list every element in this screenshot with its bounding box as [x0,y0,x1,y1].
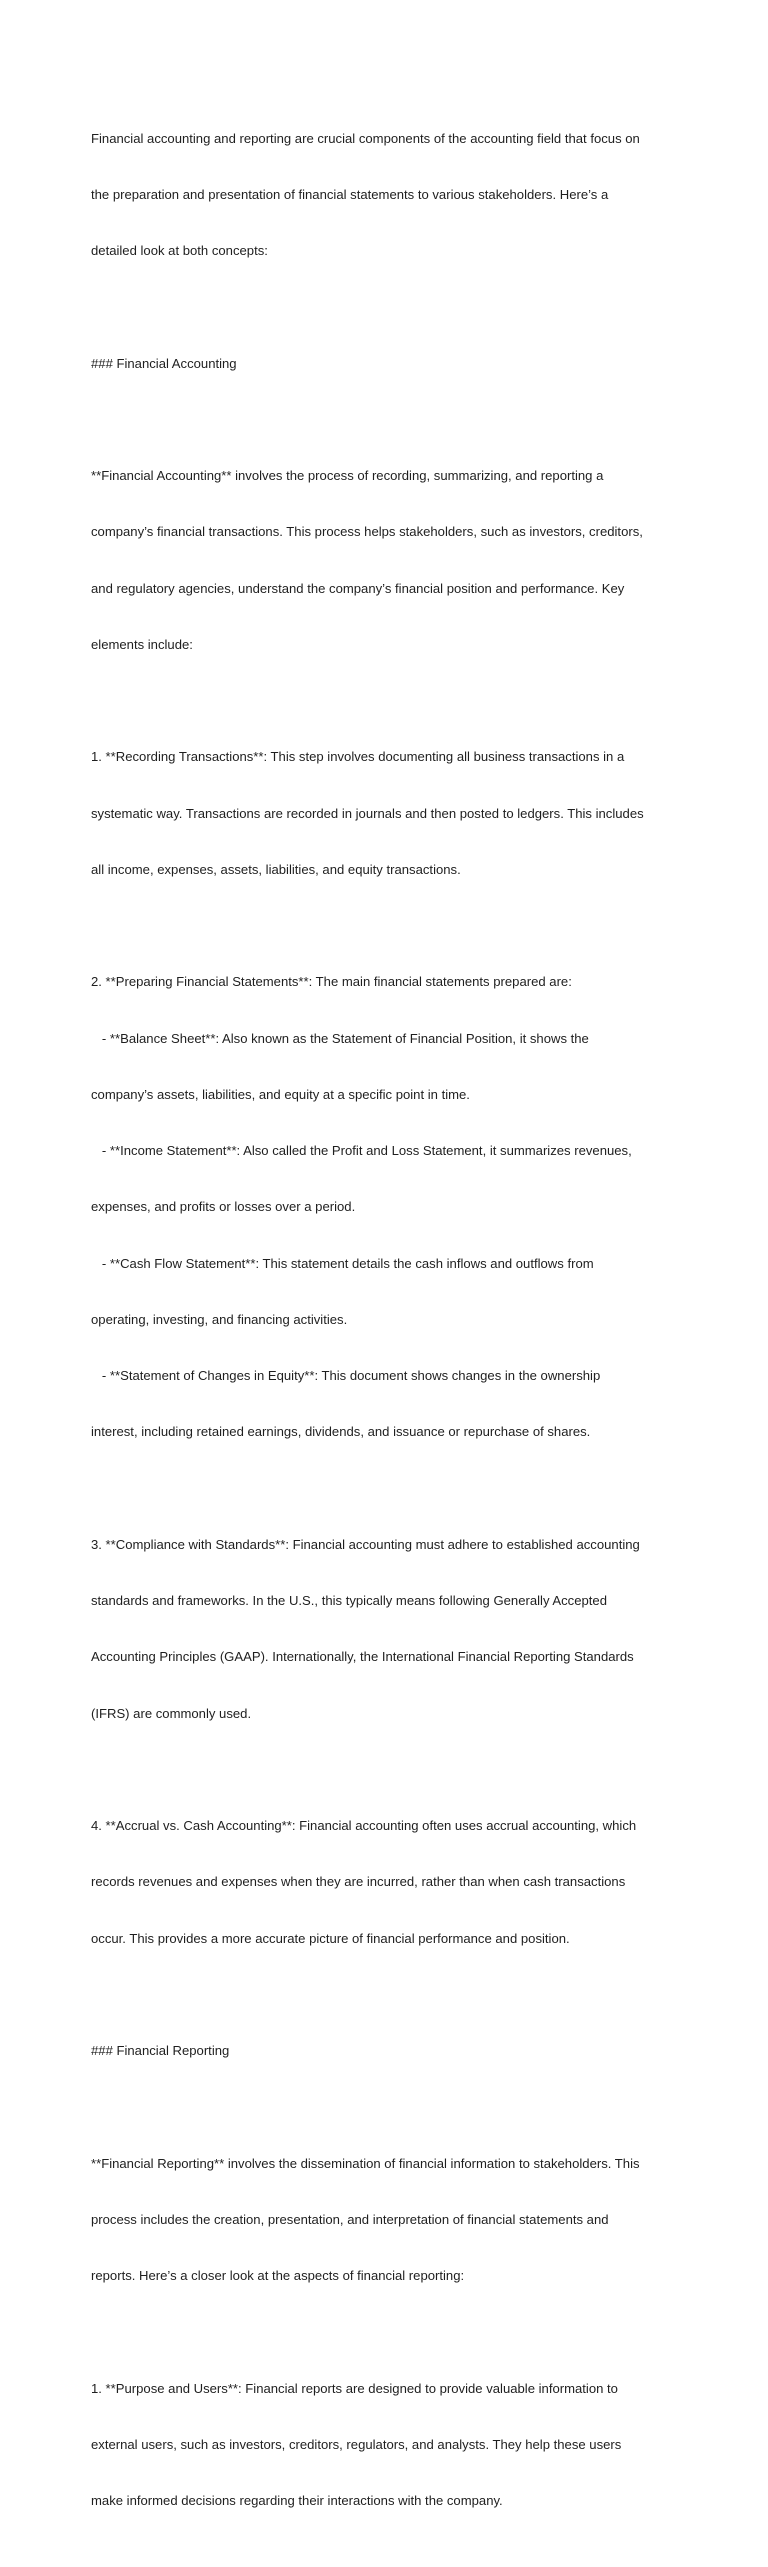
section-heading-financial-reporting [91,2005,691,2099]
text-line: process includes the creation, presentation, and interpretation of financial statements and [91,2211,609,2227]
financial-accounting-paragraph [91,430,691,693]
text-line: interest, including retained earnings, dividends, and issuance or repurchase of shares. [91,1424,591,1440]
text-line: - **Cash Flow Statement**: This statement details the cash inflows and outflows from [91,1255,594,1271]
text-line: elements include: [91,636,193,652]
text-line: reports. Here’s a closer look at the aspects of financial reporting: [91,2268,465,2283]
text-line: - **Statement of Changes in Equity**: This document shows changes in the ownership [91,1368,601,1383]
text-line: systematic way. Transactions are recorded in journals and then posted to ledgers. This includes [91,805,644,821]
text-line: 2. **Preparing Financial Statements**: The main financial statements prepared are: [91,974,572,990]
text-line: Financial accounting and reporting are crucial components of the accounting field that focus on [91,130,640,146]
list-item-purpose-and-users [91,2342,691,2548]
section-heading-financial-accounting [91,317,691,411]
text-line: records revenues and expenses when they are incurred, rather than when cash transactions [91,1874,626,1890]
text-line: external users, such as investors, creditors, regulators, and analysts. They help these users [91,2436,622,2452]
text-line: detailed look at both concepts: [91,243,268,258]
text-line: 1. **Recording Transactions**: This step involves documenting all business transactions in a [91,749,625,765]
list-item-recording-transactions [91,711,691,917]
text-line: make informed decisions regarding their interactions with the company. [91,2493,503,2508]
text-line: company’s financial transactions. This process helps stakeholders, such as investors, creditors, [91,524,643,540]
text-line: company’s assets, liabilities, and equity at a specific point in time. [91,1086,470,1102]
text-line: (IFRS) are commonly used. [91,1705,252,1721]
text-line: - **Income Statement**: Also called the Profit and Loss Statement, it summarizes revenues, [91,1143,632,1158]
text-line: all income, expenses, assets, liabilities, and equity transactions. [91,861,461,877]
list-item-compliance [91,1498,691,1761]
text-line: 1. **Purpose and Users**: Financial reports are designed to provide valuable information to [91,2380,618,2396]
text-line: **Financial Accounting** involves the process of recording, summarizing, and reporting a [91,468,604,483]
heading-line: ### Financial Reporting [91,2043,230,2058]
text-line: Accounting Principles (GAAP). Internationally, the International Financial Reporting Standards [91,1649,634,1665]
text-line: and regulatory agencies, understand the company’s financial position and performance. Key [91,580,625,596]
text-line: occur. This provides a more accurate picture of financial performance and position. [91,1930,570,1946]
text-line: **Financial Reporting** involves the dissemination of financial information to stakeholders. This [91,2155,640,2171]
text-line: expenses, and profits or losses over a period. [91,1199,356,1215]
financial-reporting-paragraph [91,2117,691,2323]
text-line: operating, investing, and financing activities. [91,1311,348,1327]
text-line: standards and frameworks. In the U.S., this typically means following Generally Accepted [91,1593,607,1608]
list-item-preparing-statements [91,936,691,1480]
document-body [91,92,691,2567]
text-line: 3. **Compliance with Standards**: Financial accounting must adhere to established accounting [91,1536,640,1552]
list-item-accrual-vs-cash [91,1780,691,1986]
heading-line: ### Financial Accounting [91,355,237,371]
text-line: - **Balance Sheet**: Also known as the Statement of Financial Position, it shows the [91,1030,589,1046]
intro-paragraph [91,92,691,298]
text-line: the preparation and presentation of financial statements to various stakeholders. Here’s a [91,186,609,202]
text-line: 4. **Accrual vs. Cash Accounting**: Financial accounting often uses accrual accounting, which [91,1818,637,1833]
